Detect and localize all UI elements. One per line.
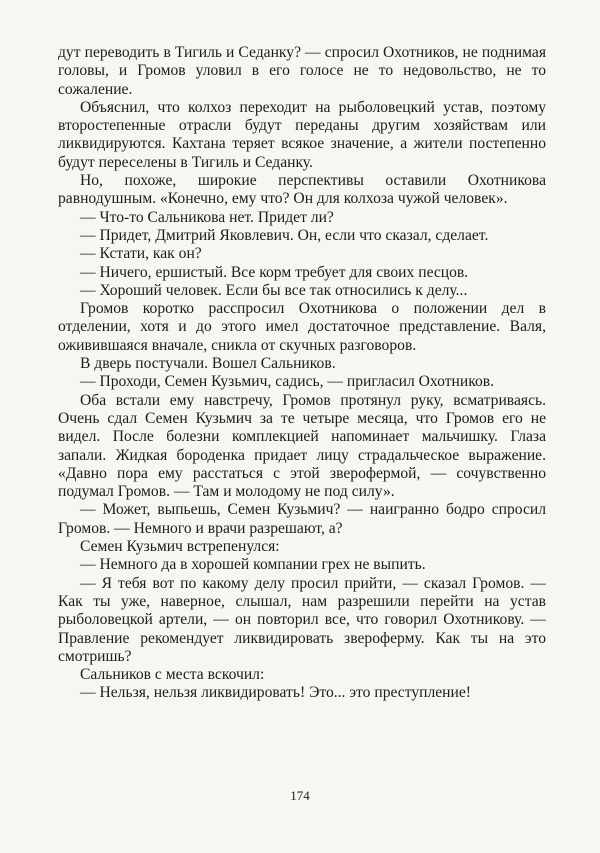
paragraph: — Я тебя вот по какому делу просил прийти, — сказал Громов. — Как ты уже, наверное, слышал, нам разрешили перейти на устав рыболовецкой артели, — он повторил все, что говорил Охотникову. — Правление рекомендует ликвидировать звероферму. Как ты на это смотришь? — [58, 574, 546, 665]
paragraph: Громов коротко расспросил Охотникова о положении дел в отделении, хотя и до этого имел достаточное представление. Валя, оживившаяся вначале, сникла от скучных разговоров. — [58, 300, 546, 354]
body-text — [58, 44, 546, 703]
paragraph: Семен Кузьмич встрепенулся: — [80, 538, 280, 556]
paragraph: Но, похоже, широкие перспективы оставили Охотникова равнодушным. «Конечно, ему что? Он для колхоза чужой человек». — [58, 172, 546, 208]
paragraph: — Немного да в хорошей компании грех не выпить. — [80, 556, 426, 574]
paragraph: Объяснил, что колхоз переходит на рыболовецкий устав, поэтому второстепенные отрасли будут переданы другим хозяйствам или ликвидируются. Кахтана теряет всякое значение, а жители постепенно будут переселены в Тигиль и Седанку. — [58, 98, 546, 171]
paragraph: — Ничего, ершистый. Все корм требует для своих песцов. — [80, 263, 469, 281]
paragraph: — Нельзя, нельзя ликвидировать! Это... это преступление! — [80, 684, 471, 702]
paragraph: — Может, выпьешь, Семен Кузьмич? — наигранно бодро спросил Громов. — Немного и врачи разрешают, а? — [58, 501, 546, 537]
paragraph: В дверь постучали. Вошел Сальников. — [80, 355, 336, 373]
paragraph: дут переводить в Тигиль и Седанку? — спросил Охотников, не поднимая головы, и Громов уловил в его голосе не то недовольство, не то сожаление. — [58, 44, 546, 98]
paragraph: — Проходи, Семен Кузьмич, садись, — пригласил Охотников. — [80, 373, 495, 391]
paragraph: Сальников с места вскочил: — [80, 666, 265, 684]
paragraph: — Хороший человек. Если бы все так относились к делу... — [80, 281, 468, 299]
page-number: 174 — [290, 788, 310, 803]
paragraph: — Что-то Сальникова нет. Придет ли? — [80, 208, 334, 226]
paragraph: — Придет, Дмитрий Яковлевич. Он, если что сказал, сделает. — [80, 226, 489, 244]
paragraph: — Кстати, как он? — [80, 245, 202, 263]
paragraph: Оба встали ему навстречу, Громов протянул руку, всматриваясь. Очень сдал Семен Кузьмич за те четыре месяца, что Громов его не видел. После болезни комплекцией напоминает мальчишку. Глаза запали. Жидкая бороденка придает лицу страдальческое выражение. «Давно пора ему расстаться с этой зверофермой, — сочувственно подумал Громов. — Там и молодому не под силу». — [58, 391, 546, 501]
